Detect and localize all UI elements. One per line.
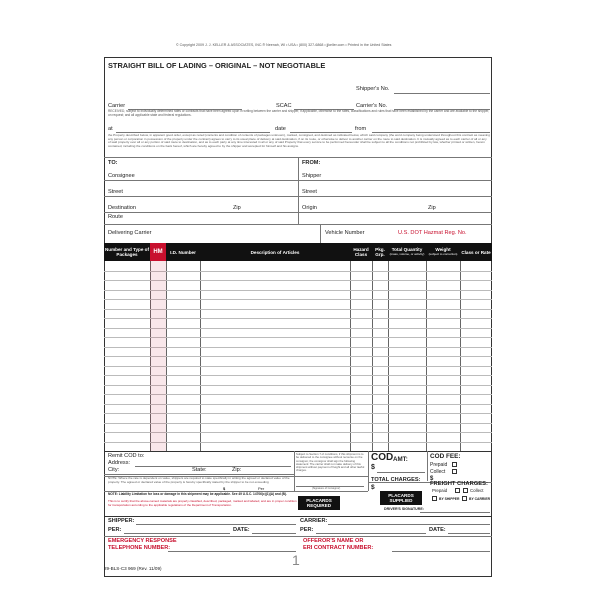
destination-label: Destination xyxy=(108,205,136,211)
carrier-per-field[interactable] xyxy=(316,533,426,534)
by-carrier-checkbox[interactable] xyxy=(462,496,467,501)
telephone-number-label: TELEPHONE NUMBER: xyxy=(108,545,171,551)
origin-field[interactable] xyxy=(298,212,492,213)
hm-column-tint xyxy=(150,261,166,451)
carrier-per-label: PER: xyxy=(300,527,314,533)
cod-label: COD xyxy=(371,452,394,463)
col-hm: HM xyxy=(150,243,166,261)
to-heading: TO: xyxy=(108,160,118,166)
freight-collect-checkbox[interactable] xyxy=(463,488,468,493)
divider xyxy=(298,157,299,225)
drivers-signature-field[interactable] xyxy=(420,512,490,513)
col-weight-sub: (subject to correction) xyxy=(428,252,458,256)
emergency-response-label: EMERGENCY RESPONSE xyxy=(108,538,177,544)
total-charges-dollar: $ xyxy=(371,484,375,491)
address-label: Address: xyxy=(108,460,131,466)
origin-zip-label: Zip xyxy=(428,205,436,211)
col-hazard-class: Hazard Class xyxy=(353,247,369,257)
consignee-label: Consignee xyxy=(108,173,135,179)
value-per-label: Per xyxy=(258,486,265,491)
shipper-street-field[interactable] xyxy=(298,196,492,197)
col-id-number: I.D. Number xyxy=(170,249,196,255)
divider xyxy=(104,516,492,517)
cod-dollar: $ xyxy=(371,464,375,471)
certify-text: This is to certify that the above-named materials are properly classified, described, packaged, marked and labeled, and are in proper condition for transportation according to the applicable regulations of the Department of Transportation. xyxy=(108,499,297,507)
cod-amt-label: AMT: xyxy=(393,456,408,463)
cod-fee-prepaid-checkbox[interactable] xyxy=(452,462,457,467)
carrier-date-label: DATE: xyxy=(429,527,446,533)
col-pkg-grp: Pkg. Grp. xyxy=(375,247,385,257)
offerors-name-label: OFFEROR'S NAME OR xyxy=(303,538,364,544)
carriers-no-label: Carrier's No. xyxy=(356,103,388,109)
col-total-quantity xyxy=(388,243,426,261)
freight-prepaid-label: Prepaid xyxy=(432,488,448,493)
consignor-signature-label: (Signature of Consignor) xyxy=(312,487,341,490)
zip-label: Zip: xyxy=(232,467,242,473)
route-label: Route xyxy=(108,214,123,220)
col-weight-label: Weight xyxy=(435,247,451,252)
carrier-label: Carrier xyxy=(108,103,126,109)
hazmat-reg-label: U.S. DOT Hazmat Reg. No. xyxy=(398,230,467,236)
cod-fee-prepaid-label: Prepaid xyxy=(430,462,448,468)
shipper-per-label: PER: xyxy=(108,527,122,533)
copy-number: 1 xyxy=(292,552,300,568)
route-field[interactable] xyxy=(104,224,492,225)
drivers-signature-label: DRIVER'S SIGNATURE: xyxy=(384,507,424,511)
col-class-rate: Class or Rate xyxy=(461,249,491,255)
shipper-date-label: DATE: xyxy=(233,527,250,533)
origin-label: Origin xyxy=(302,205,317,211)
divider xyxy=(368,451,369,491)
scac-label: SCAC xyxy=(276,103,292,109)
received-terms: RECEIVED, subject to individually determined rates or contracts that have been agreed upon in writing between the carrier and shipper, if applicable, otherwise to the rates, classifications and rules that have been established by the carrier and are available to the shipper, on request; and all applicable state and federal regulations. xyxy=(108,109,490,117)
consignee-field[interactable] xyxy=(104,180,298,181)
destination-field[interactable] xyxy=(104,212,298,213)
freight-prepaid-checkbox[interactable] xyxy=(455,488,460,493)
by-carrier-label: BY CARRIER xyxy=(469,497,491,501)
shipper-date-field[interactable] xyxy=(252,533,296,534)
cod-fee-dollar: $ xyxy=(430,476,434,482)
shipper-field[interactable] xyxy=(298,180,492,181)
at-label: at xyxy=(108,126,113,132)
form-code: 29-BLS-C3 969 (Rev. 11/09) xyxy=(104,566,162,571)
by-shipper-label: BY SHIPPER xyxy=(439,497,460,501)
eri-contract-field[interactable] xyxy=(392,551,490,552)
col-number-type: Number and Type of Packages xyxy=(104,247,150,257)
carrier-signature-field[interactable] xyxy=(328,524,490,525)
city-label: City: xyxy=(108,467,120,473)
value-dollar: $ xyxy=(223,486,226,491)
cod-fee-collect-label: Collect xyxy=(430,469,446,475)
divider xyxy=(104,536,492,537)
city-field[interactable] xyxy=(104,474,294,475)
shipper-label: Shipper xyxy=(302,173,322,179)
carrier-signature-label: CARRIER: xyxy=(300,518,328,524)
col-weight xyxy=(426,243,460,261)
consignee-street-field[interactable] xyxy=(104,196,298,197)
divider xyxy=(427,451,428,481)
col-total-quantity-label: Total Quantity xyxy=(391,247,423,252)
copyright-line: © Copyright 2009 J. J. KELLER & ASSOCIATES, INC.® Neenah, WI • USA • (800) 327-6868 • jjkeller.com • Printed in the United States xyxy=(176,43,392,47)
delivering-carrier-label: Delivering Carrier xyxy=(108,230,152,236)
shipper-signature-label: SHIPPER: xyxy=(108,518,135,524)
shippers-no-label: Shipper's No. xyxy=(356,86,390,92)
liability-note: NOTE: Liability Limitation for loss or damage in this shipment may be applicable. See 49 U.S.C. 14706(c)(1)(A) and (B). xyxy=(108,492,287,496)
shippers-no-field[interactable] xyxy=(394,93,490,94)
value-note: NOTE: Where the rate is dependent on value, shippers are required to state specifically in writing the agreed or declared value of the property. The agreed or declared value of the property is hereby specifically stated by the shipper to be not exceeding xyxy=(108,476,290,484)
form-title: STRAIGHT BILL OF LADING – ORIGINAL – NOT NEGOTIABLE xyxy=(108,61,326,70)
vehicle-number-label: Vehicle Number xyxy=(325,230,365,236)
total-charges-label: TOTAL CHARGES: xyxy=(371,477,421,483)
shipper-per-field[interactable] xyxy=(124,533,230,534)
date-label: date xyxy=(275,126,286,132)
col-total-quantity-sub: (mass, volume, or activity) xyxy=(389,252,425,256)
eri-contract-label: ERI CONTRACT NUMBER: xyxy=(303,545,374,551)
shipper-signature-field[interactable] xyxy=(136,524,296,525)
consignee-street-label: Street xyxy=(108,189,123,195)
destination-zip-label: Zip xyxy=(233,205,241,211)
col-description: Description of Articles xyxy=(250,249,300,255)
by-shipper-checkbox[interactable] xyxy=(432,496,437,501)
from-label: from xyxy=(355,126,367,132)
telephone-number-field[interactable] xyxy=(168,551,296,552)
remit-cod-label: Remit COD to: xyxy=(108,453,145,459)
carrier-date-field[interactable] xyxy=(448,533,490,534)
cod-fee-collect-checkbox[interactable] xyxy=(452,469,457,474)
subject-section-text: Subject to Section 7 of conditions, if this shipment is to be delivered to the consignee without recourse on the consignor, the consignor shall sign the following statement: The carrier shall not make delivery of this shipment without payment of freight and all other lawful charges. xyxy=(296,452,365,473)
shipper-street-label: Street xyxy=(302,189,317,195)
property-terms: the Property described below, in apparent good order, except as noted (contents and condition of contents of packages unknown), marked, consigned, and destined as indicated below, which said company (the word company being understood throughout this contract as meaning any person or corporation in possession of the property under the contract) agrees to carry to its usual place of delivery at said destination, if on its route, or otherwise to deliver to another carrier on the route to said destination. It is mutually agreed as to each carrier of all or any of said property over all or any portion of said route to destination, and as to each party at any time interested in all or any of said Property that every service to be performed hereunder shall be subject to all the conditions not prohibited by law, whether printed or written, herein contained, including the conditions on the back hereof, which are hereby agreed to by the shipper and accepted for himself and his assigns. xyxy=(108,133,490,149)
freight-charges-label: FREIGHT CHARGES: xyxy=(430,481,488,487)
cod-fee-label: COD FEE: xyxy=(430,453,461,460)
state-label: State: xyxy=(192,467,207,473)
placards-supplied-badge: PLACARDS SUPPLIED xyxy=(380,491,422,505)
cod-amount-field[interactable] xyxy=(377,472,425,473)
placards-required-badge: PLACARDS REQUIRED xyxy=(298,496,340,510)
divider xyxy=(294,451,295,491)
from-heading: FROM: xyxy=(302,160,321,166)
divider xyxy=(320,224,321,243)
articles-table-header xyxy=(104,243,492,261)
address-field[interactable] xyxy=(135,466,291,467)
freight-collect-label: Collect xyxy=(470,488,484,493)
